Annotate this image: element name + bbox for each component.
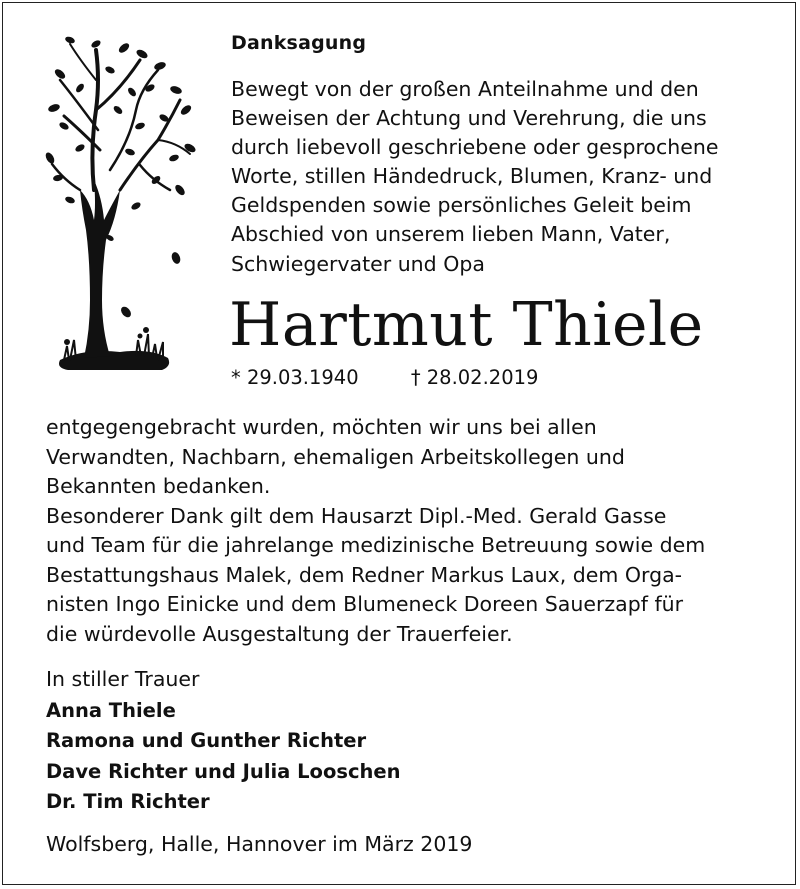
life-dates [231,366,538,389]
death-date: † 28.02.2019 [410,366,539,389]
mourning-label: In stiller Trauer [46,667,200,691]
intro-line: Worte, stillen Händedruck, Blumen, Kranz- und [231,164,713,189]
body-line: Bestattungshaus Malek, dem Redner Markus Laux, dem Orga- [46,562,683,587]
intro-line: Schwiegervater und Opa [231,251,485,276]
mourner-list [46,696,401,817]
deceased-name: Hartmut Thiele [229,290,704,360]
mourner-name: Dr. Tim Richter [46,789,210,813]
intro-line: Beweisen der Achtung und Verehrung, die uns [231,106,707,131]
body-line: Besonderer Dank gilt dem Hausarzt Dipl.-Med. Gerald Gasse [46,503,667,528]
body-paragraph [46,413,786,649]
body-line: Bekannten bedanken. [46,474,271,498]
birth-date: * 29.03.1940 [231,366,359,389]
mourner-name: Ramona und Gunther Richter [46,729,367,753]
body-line: nisten Ingo Einicke und dem Blumeneck Doreen Sauerzapf für [46,592,684,616]
body-line: Verwandten, Nachbarn, ehemaligen Arbeitskollegen und [46,444,625,469]
body-line: und Team für die jahrelange medizinische Betreuung sowie dem [46,533,706,557]
intro-line: durch liebevoll geschriebene oder gesprochene [231,135,719,160]
body-line: entgegengebracht wurden, möchten wir uns bei allen [46,415,597,439]
intro-line: Abschied von unserem lieben Mann, Vater, [231,222,671,247]
body-line: die würdevolle Ausgestaltung der Trauerfeier. [46,621,513,646]
heading-danksagung: Danksagung [231,32,367,54]
tree-icon [40,30,200,390]
intro-line: Bewegt von der großen Anteilnahme und den [231,77,699,101]
place-date: Wolfsberg, Halle, Hannover im März 2019 [46,832,473,856]
intro-paragraph [231,75,776,279]
mourner-name: Dave Richter und Julia Looschen [46,759,401,783]
mourner-name: Anna Thiele [46,699,176,722]
intro-line: Geldspenden sowie persönliches Geleit beim [231,193,692,218]
